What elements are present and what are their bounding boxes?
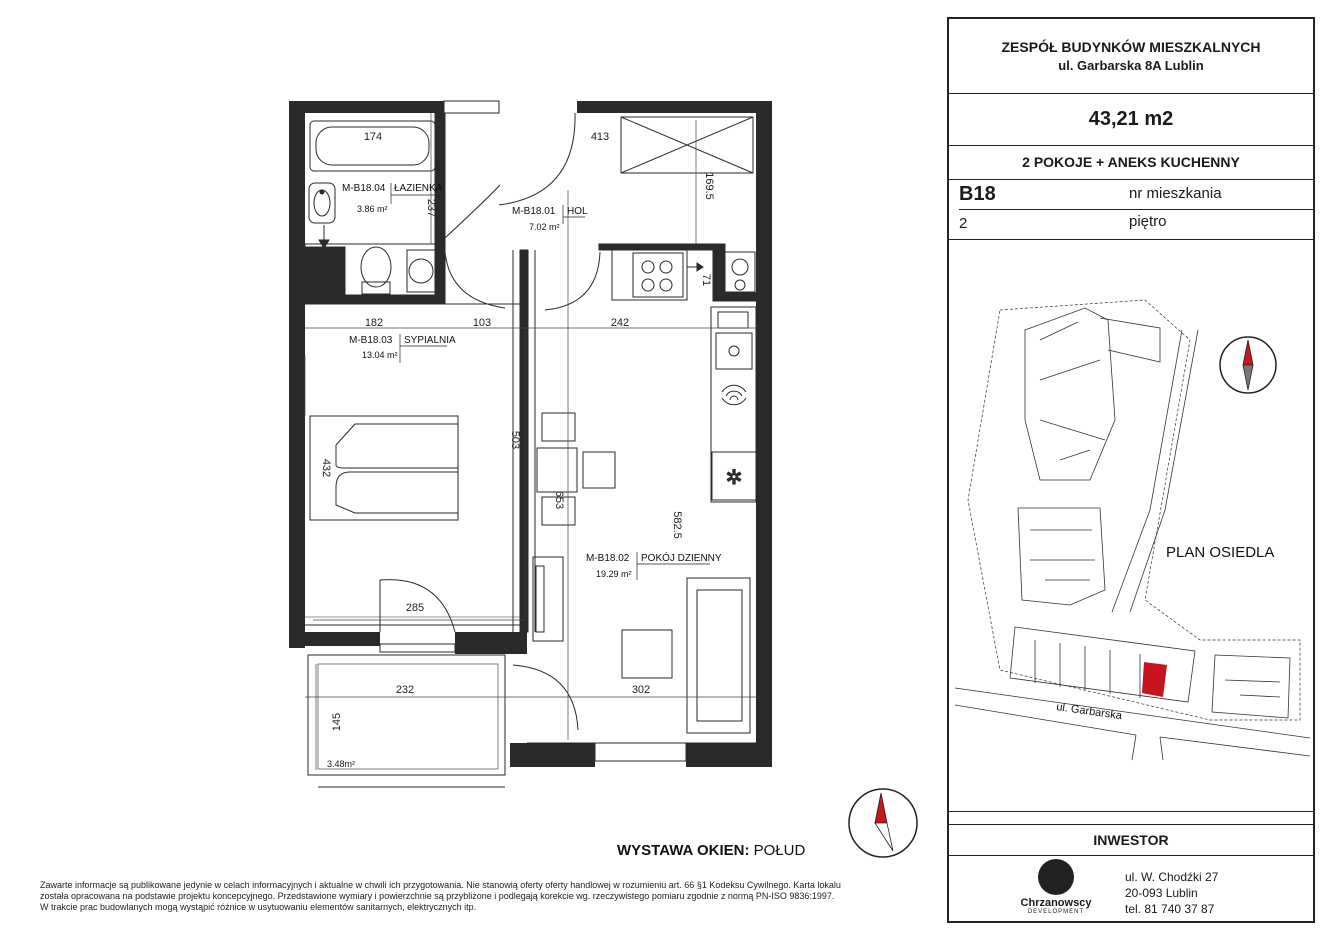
- dim-bath-depth: 237: [425, 198, 437, 218]
- dim-kitchen-depth: 582.5: [671, 511, 683, 539]
- site-plan-title: PLAN OSIEDLA: [1166, 544, 1275, 561]
- dim-bed-area: 432: [320, 458, 332, 478]
- toilet: [361, 247, 391, 294]
- bedroom-name: SYPIALNIA: [404, 335, 456, 346]
- investor-city: 20-093 Lublin: [1125, 886, 1198, 900]
- orientation-value: POŁUD: [753, 842, 806, 859]
- sofa: [687, 578, 750, 733]
- living-name: POKÓJ DZIENNY: [641, 553, 722, 564]
- dim-balcony-width: 232: [395, 684, 415, 696]
- disclaimer-line-1: Zawarte informacje są publikowane jedynie w celach informacyjnych i aktualne w chwili ich przygotowania. Nie stanowią oferty oferty handlowej w rozumieniu art. 66 §1 Kodeksu Cywilnego. Karta lokalu: [40, 880, 841, 890]
- balcony: [308, 644, 686, 787]
- washbasin: [309, 183, 335, 223]
- disclaimer: [40, 880, 940, 913]
- project-header: [949, 19, 1313, 94]
- unit-floor-label: piętro: [1129, 213, 1167, 230]
- project-address: ul. Garbarska 8A Lublin: [1058, 58, 1204, 73]
- tv-stand: [533, 557, 563, 641]
- investor-street: ul. W. Chodźki 27: [1125, 870, 1219, 884]
- unit-info-row: [949, 179, 1313, 240]
- washing-machine: [407, 250, 435, 292]
- dim-kitchen-niche: 71: [700, 273, 712, 287]
- hall-area: 7.02 m²: [529, 222, 560, 232]
- dim-bedroom-bottom: 285: [405, 602, 425, 614]
- bath-id: M-B18.04: [342, 183, 386, 194]
- layout-row: [949, 145, 1313, 180]
- kitchen-counter: [711, 307, 756, 502]
- living-id: M-B18.02: [586, 553, 630, 564]
- dining-set: [537, 413, 615, 525]
- compass-plan-icon: [849, 789, 917, 857]
- living-area: 19.29 m²: [596, 569, 632, 579]
- dim-hall-width: 413: [590, 131, 610, 143]
- bath-area: 3.86 m²: [357, 204, 388, 214]
- bath-name: ŁAZIENKA: [394, 183, 443, 194]
- dim-bedroom-width-b: 103: [472, 317, 492, 329]
- logo-sub: DEVELOPMENT: [1027, 909, 1085, 915]
- dim-balcony-depth: 145: [331, 712, 343, 732]
- unit-area: 43,21 m2: [1088, 107, 1174, 130]
- hall-name: HOL: [567, 206, 588, 217]
- dim-living-bottom: 302: [631, 684, 651, 696]
- site-plan-street: ul. Garbarska: [1055, 701, 1123, 723]
- unit-number-label: nr mieszkania: [1129, 185, 1222, 202]
- logo-mark-icon: [1038, 859, 1074, 895]
- investor-title: INWESTOR: [1093, 832, 1169, 848]
- investor-header: [949, 824, 1313, 856]
- unit-layout: 2 POKOJE + ANEKS KUCHENNY: [1022, 154, 1240, 170]
- appliance-niche: [725, 252, 755, 292]
- disclaimer-line-2: została opracowana na podstawie projektu koncepcyjnego. Przedstawione wymiary i powierzchnie są przybliżone i podlegają korekcie wg. rzeczywistego pomiaru zgodnie z normą PN-ISO 9836:1997.: [40, 891, 835, 901]
- investor-phone: tel. 81 740 37 87: [1125, 902, 1215, 916]
- window-orientation: [617, 842, 805, 859]
- unit-number: B18: [959, 183, 996, 205]
- bedroom-area: 13.04 m²: [362, 350, 398, 360]
- area-row: [949, 93, 1313, 146]
- dim-living-width: 242: [610, 317, 630, 329]
- svg-text:✲: ✲: [725, 465, 743, 489]
- wardrobe: [621, 117, 753, 173]
- dim-bath-width: 174: [363, 131, 383, 143]
- title-block: [947, 17, 1315, 923]
- unit-floor: 2: [959, 215, 968, 232]
- investor-body: [949, 855, 1313, 923]
- project-name: ZESPÓŁ BUDYNKÓW MIESZKALNYCH: [1001, 39, 1261, 55]
- dim-hall-depth: 169.5: [703, 172, 715, 200]
- tv: [536, 566, 544, 632]
- logo-name: Chrzanowscy: [1020, 897, 1092, 909]
- investor-contact: [1125, 869, 1218, 917]
- hall-id: M-B18.01: [512, 206, 556, 217]
- unit-divider: [959, 209, 1313, 210]
- bedroom-id: M-B18.03: [349, 335, 393, 346]
- coffee-table: [622, 630, 672, 678]
- site-divider: [949, 811, 1313, 812]
- dim-living-depth: 653: [553, 490, 565, 510]
- balcony-area: 3.48m²: [327, 759, 356, 769]
- dim-bedroom-depth: 503: [509, 430, 521, 450]
- disclaimer-line-3: W trakcie prac budowlanych mogą wystąpić różnice w usytuowaniu elementów sanitarnych, elektrycznych itp.: [40, 902, 477, 912]
- stove: [612, 250, 703, 300]
- investor-logo: [1001, 859, 1111, 915]
- dim-bedroom-width-a: 182: [364, 317, 384, 329]
- bathtub: [310, 121, 435, 171]
- exterior-walls: [289, 101, 772, 767]
- orientation-label: WYSTAWA OKIEN:: [617, 842, 750, 859]
